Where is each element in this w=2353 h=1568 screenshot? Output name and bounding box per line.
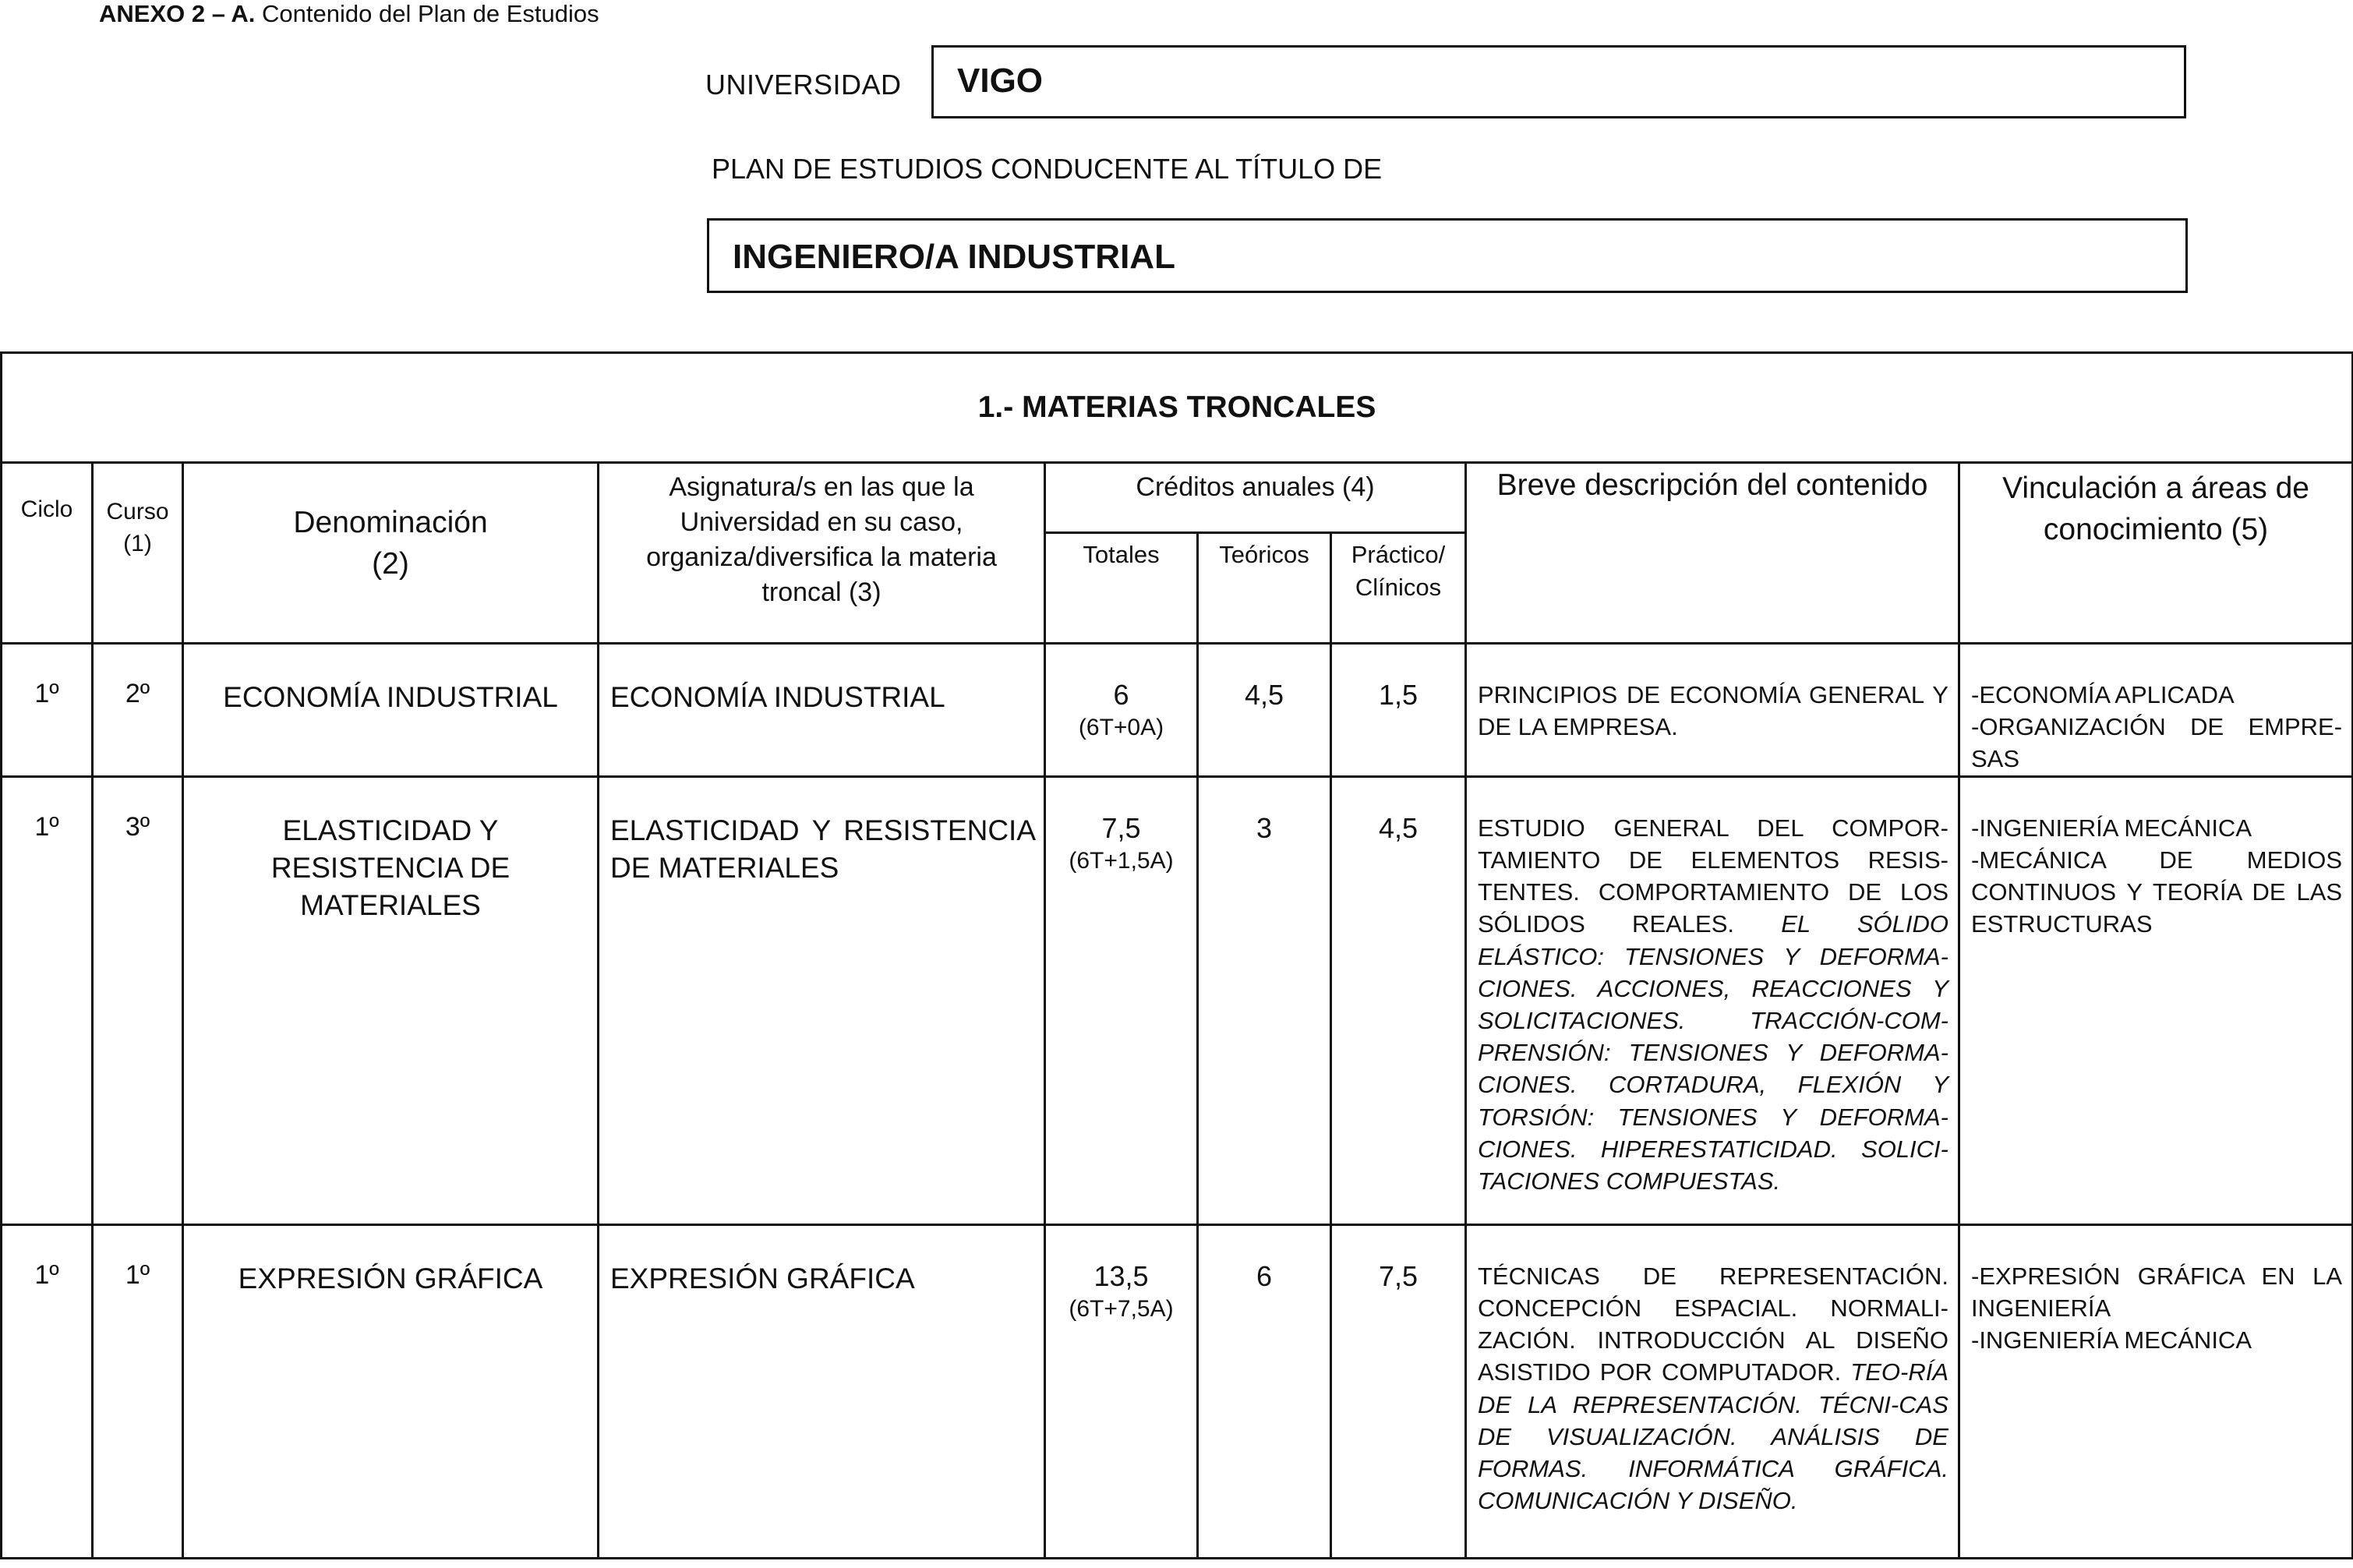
area-item: -INGENIERÍA MECÁNICA [1971, 1326, 2252, 1354]
curso-cell: 2º [93, 644, 183, 777]
totales-detail: (6T+1,5A) [1069, 847, 1174, 874]
table-row [2, 776, 2353, 1224]
totales-value: 6 [1113, 679, 1129, 711]
header-vinculacion-line: Vinculación a áreas de [2002, 471, 2309, 505]
table-row [2, 644, 2353, 777]
header-practicos-line: Clínicos [1355, 573, 1442, 601]
header-asignatura-line: organiza/diversifica la materia [646, 542, 997, 572]
denominacion-cell: ECONOMÍA INDUSTRIAL [183, 644, 599, 777]
header-ciclo-label: Ciclo [20, 496, 73, 522]
area-item: -ECONOMÍA APLICADA [1971, 681, 2235, 708]
asignatura-cell: EXPRESIÓN GRÁFICA [599, 1224, 1045, 1558]
areas-cell [1959, 644, 2353, 777]
header-curso-note: (1) [123, 530, 152, 556]
descripcion-cell [1466, 1224, 1959, 1558]
university-box [931, 45, 2186, 118]
areas-cell [1959, 1224, 2353, 1558]
area-item: -ORGANIZACIÓN DE EMPRE-SAS [1971, 713, 2343, 773]
header-vinculacion [1959, 463, 2353, 644]
descripcion-cell [1466, 644, 1959, 777]
curso-cell: 1º [93, 1224, 183, 1558]
descripcion-text: PRINCIPIOS DE ECONOMÍA GENERAL Y DE LA EMPRESA. [1478, 681, 1948, 741]
teoricos-cell: 6 [1198, 1224, 1331, 1558]
practicos-cell: 1,5 [1331, 644, 1466, 777]
university-label: UNIVERSIDAD [705, 69, 902, 101]
subjects-table [0, 351, 2353, 1559]
asignatura-cell: ELASTICIDAD Y RESISTENCIA DE MATERIALES [599, 776, 1045, 1224]
totales-cell [1045, 644, 1198, 777]
header-denominacion-note: (2) [372, 546, 409, 581]
header-curso-label: Curso [106, 499, 169, 524]
header-totales: Totales [1045, 533, 1198, 644]
areas-cell [1959, 776, 2353, 1224]
header-curso [93, 463, 183, 644]
area-item: -EXPRESIÓN GRÁFICA EN LA INGENIERÍA [1971, 1262, 2343, 1322]
header-asignatura-line: troncal (3) [761, 577, 881, 607]
header-asignatura-line: Universidad en su caso, [680, 507, 963, 537]
practicos-cell: 4,5 [1331, 776, 1466, 1224]
totales-cell [1045, 1224, 1198, 1558]
curso-cell: 3º [93, 776, 183, 1224]
header-vinculacion-line: conocimiento (5) [2043, 512, 2269, 546]
header-descripcion: Breve descripción del contenido [1466, 463, 1959, 644]
section-title: 1.- MATERIAS TRONCALES [2, 353, 2353, 463]
annex-heading-rest: Contenido del Plan de Estudios [255, 0, 599, 27]
ciclo-cell: 1º [2, 1224, 93, 1558]
totales-cell [1045, 776, 1198, 1224]
totales-detail: (6T+7,5A) [1069, 1295, 1174, 1322]
descripcion-italic-text: EL SÓLIDO ELÁSTICO: TENSIONES Y DEFORMA-CIONES. ACCIONES, REACCIONES Y SOLICITACIONES. TRACCIÓN-COM-PRENSIÓN: TENSIONES Y DEFORMA-CIONES. CORTADURA, FLEXIÓN Y TORSIÓN: TENSIONES Y DEFORMA-CIONES. HIPERESTATICIDAD. SOLICI-TACIONES COMPUESTAS. [1478, 910, 1948, 1195]
header-practicos [1331, 533, 1466, 644]
header-ciclo [2, 463, 93, 644]
university-value: VIGO [957, 62, 1044, 100]
denominacion-cell: ELASTICIDAD Y RESISTENCIA DE MATERIALES [183, 776, 599, 1224]
totales-detail: (6T+0A) [1078, 715, 1164, 740]
totales-value: 7,5 [1101, 811, 1141, 844]
degree-value: INGENIERO/A INDUSTRIAL [733, 238, 1175, 276]
plan-label: PLAN DE ESTUDIOS CONDUCENTE AL TÍTULO DE [712, 153, 1383, 185]
degree-box [707, 218, 2188, 293]
descripcion-text: ESTUDIO GENERAL DEL COMPOR-TAMIENTO DE ELEMENTOS RESIS-TENTES. COMPORTAMIENTO DE LOS SÓLIDOS REALES. [1478, 814, 1948, 938]
denominacion-cell: EXPRESIÓN GRÁFICA [183, 1224, 599, 1558]
header-creditos: Créditos anuales (4) [1045, 463, 1466, 533]
asignatura-cell: ECONOMÍA INDUSTRIAL [599, 644, 1045, 777]
header-practicos-line: Práctico/ [1351, 541, 1446, 568]
ciclo-cell: 1º [2, 644, 93, 777]
annex-heading-bold: ANEXO 2 – A. [99, 0, 256, 27]
teoricos-cell: 4,5 [1198, 644, 1331, 777]
header-denominacion-label: Denominación [293, 506, 488, 539]
annex-heading [99, 0, 599, 28]
descripcion-text: TÉCNICAS DE REPRESENTACIÓN. CONCEPCIÓN ESPACIAL. NORMALI-ZACIÓN. INTRODUCCIÓN AL DISEÑO ASISTIDO POR COMPUTADOR. [1478, 1262, 1948, 1386]
practicos-cell: 7,5 [1331, 1224, 1466, 1558]
area-item: -INGENIERÍA MECÁNICA [1971, 814, 2252, 842]
descripcion-cell [1466, 776, 1959, 1224]
table-row [2, 1224, 2353, 1558]
header-denominacion [183, 463, 599, 644]
area-item: -MECÁNICA DE MEDIOS CONTINUOS Y TEORÍA DE LAS ESTRUCTURAS [1971, 846, 2343, 938]
descripcion-italic-text: TEO-RÍA DE LA REPRESENTACIÓN. TÉCNI-CAS DE VISUALIZACIÓN. ANÁLISIS DE FORMAS. INFORMÁTICA GRÁFICA. COMUNICACIÓN Y DISEÑO. [1478, 1358, 1948, 1515]
teoricos-cell: 3 [1198, 776, 1331, 1224]
totales-value: 13,5 [1093, 1259, 1149, 1292]
header-asignatura-line: Asignatura/s en las que la [669, 472, 974, 502]
header-asignatura [599, 463, 1045, 644]
header-teoricos: Teóricos [1198, 533, 1331, 644]
ciclo-cell: 1º [2, 776, 93, 1224]
